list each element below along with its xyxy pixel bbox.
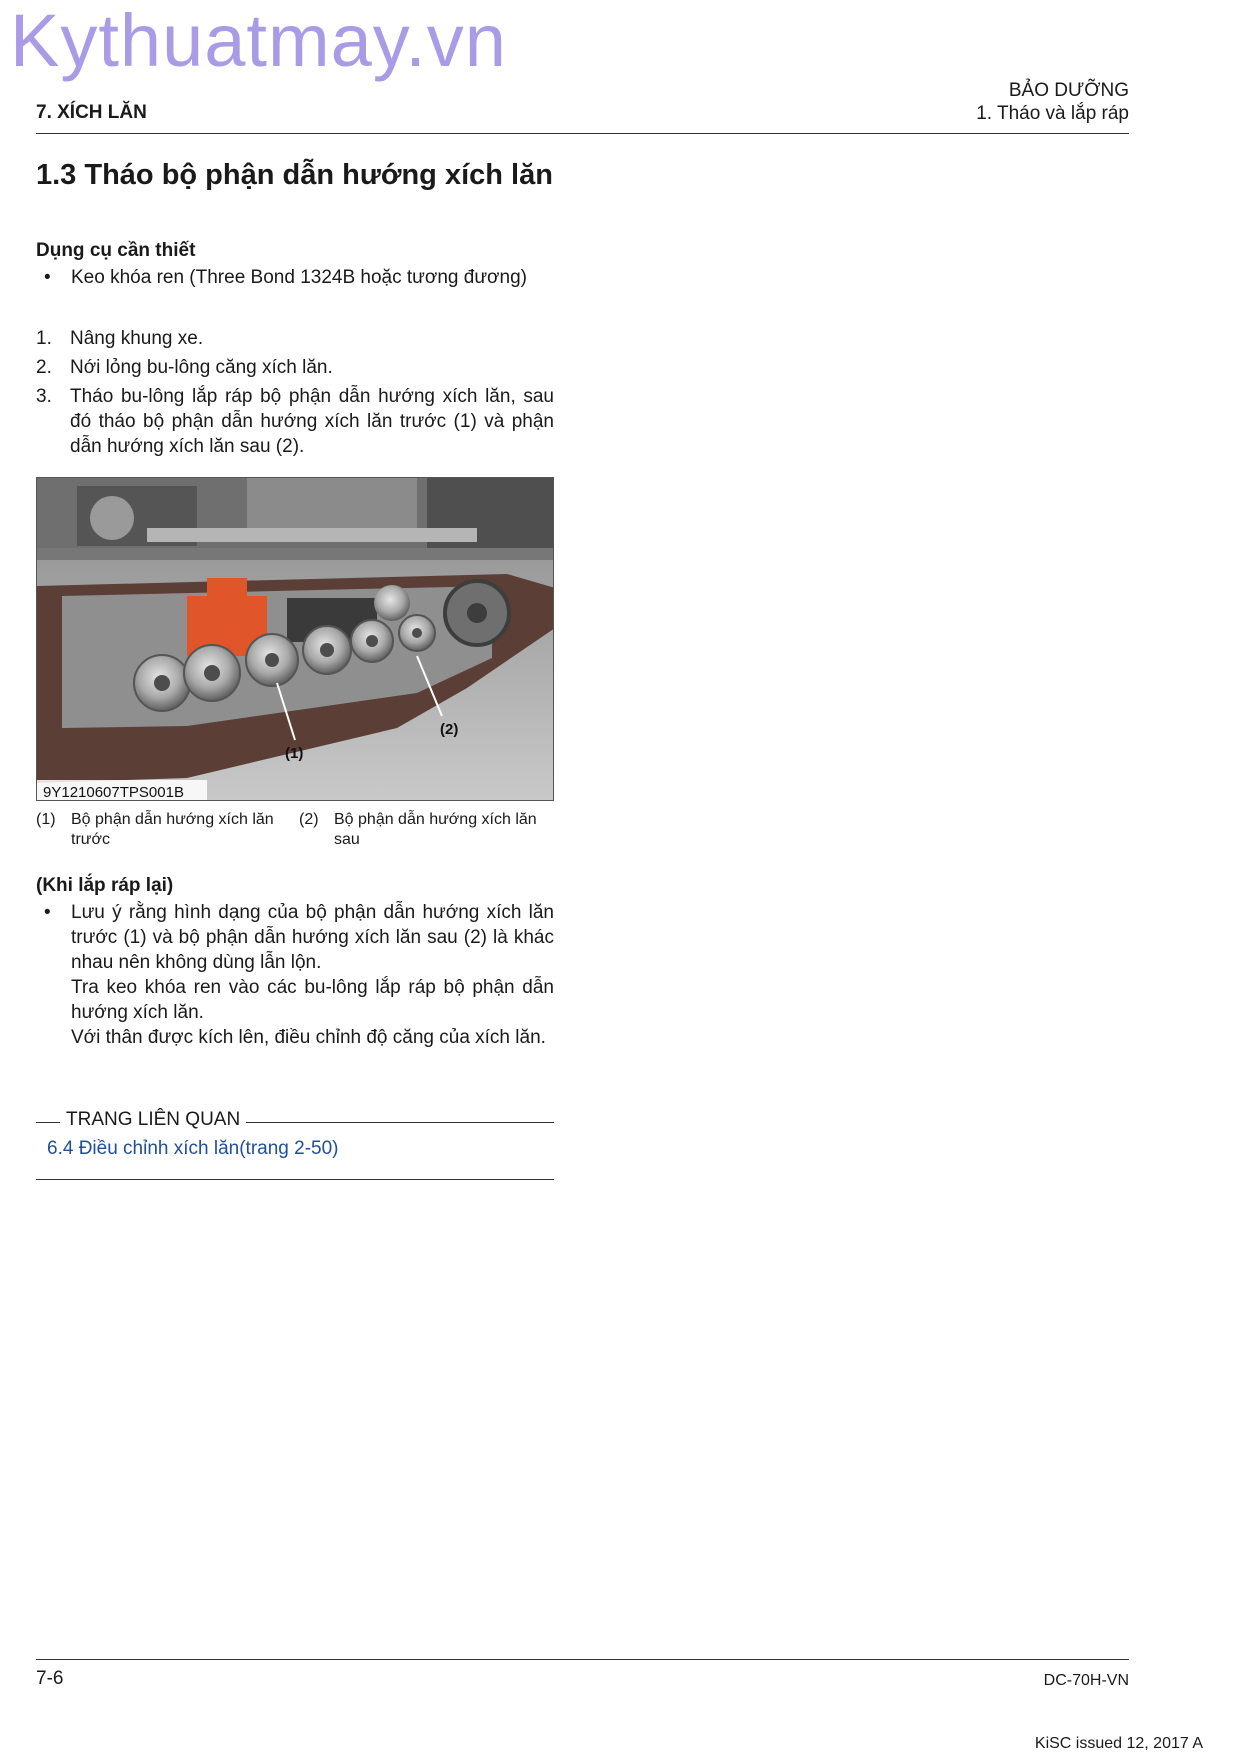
- caption-text: Bộ phận dẫn hướng xích lăn trước: [71, 811, 274, 848]
- header-divider: [36, 133, 1129, 134]
- reassembly-item: [36, 900, 554, 1050]
- track-roller-illustration: [37, 478, 554, 801]
- bullet-icon: •: [44, 267, 51, 288]
- callout-2: (2): [440, 721, 459, 738]
- page-title: 1.3 Tháo bộ phận dẫn hướng xích lăn: [36, 159, 553, 191]
- step-number: 2.: [36, 357, 52, 378]
- step-text: Tháo bu-lông lắp ráp bộ phận dẫn hướng xích lăn, sau đó tháo bộ phận dẫn hướng xích lăn trước (1) và phận dẫn hướng xích lăn sau (2).: [70, 386, 554, 457]
- caption-number: (2): [299, 811, 319, 828]
- watermark: Kythuatmay.vn: [10, 0, 507, 82]
- caption-text: Bộ phận dẫn hướng xích lăn sau: [334, 811, 537, 848]
- step-item: [36, 384, 554, 459]
- tools-heading: Dụng cụ cần thiết: [36, 240, 196, 261]
- reassembly-text-3: Với thân được kích lên, điều chỉnh độ căng của xích lăn.: [71, 1027, 546, 1048]
- footer-divider: [36, 1659, 1129, 1660]
- tools-item: [36, 265, 554, 290]
- issue-info: KiSC issued 12, 2017 A: [1034, 1735, 1203, 1752]
- step-text: Nới lỏng bu-lông căng xích lăn.: [70, 357, 333, 378]
- document-code: DC-70H-VN: [1043, 1672, 1129, 1689]
- figure-code: 9Y1210607TPS001B: [43, 784, 184, 801]
- reassembly-text-2: Tra keo khóa ren vào các bu-lông lắp ráp bộ phận dẫn hướng xích lăn.: [71, 977, 554, 1023]
- page-number: 7-6: [36, 1668, 64, 1689]
- subsection-title: 1. Tháo và lắp ráp: [976, 103, 1129, 124]
- related-page-link[interactable]: 6.4 Điều chỉnh xích lăn(trang 2-50): [47, 1138, 339, 1159]
- step-item: [36, 355, 554, 380]
- caption-number: (1): [36, 811, 56, 828]
- section-title: BẢO DƯỠNG: [1008, 80, 1129, 101]
- related-end-divider: [36, 1179, 554, 1180]
- track-roller-photo: [36, 477, 554, 801]
- caption-item: [299, 810, 554, 850]
- bullet-icon: •: [44, 902, 51, 923]
- step-item: [36, 326, 554, 351]
- chapter-title: 7. XÍCH LĂN: [36, 102, 147, 123]
- step-text: Nâng khung xe.: [70, 328, 204, 349]
- step-number: 1.: [36, 328, 52, 349]
- reassembly-heading: (Khi lắp ráp lại): [36, 875, 174, 896]
- callout-1: (1): [285, 745, 304, 762]
- tools-item-text: Keo khóa ren (Three Bond 1324B hoặc tương đương): [71, 267, 527, 288]
- step-number: 3.: [36, 386, 52, 407]
- caption-item: [36, 810, 291, 850]
- related-pages-title: TRANG LIÊN QUAN: [60, 1109, 246, 1131]
- reassembly-text-1: Lưu ý rằng hình dạng của bộ phận dẫn hướng xích lăn trước (1) và bộ phận dẫn hướng xích lăn sau (2) là khác nhau nên không dùng lẫn lộn.: [71, 902, 554, 973]
